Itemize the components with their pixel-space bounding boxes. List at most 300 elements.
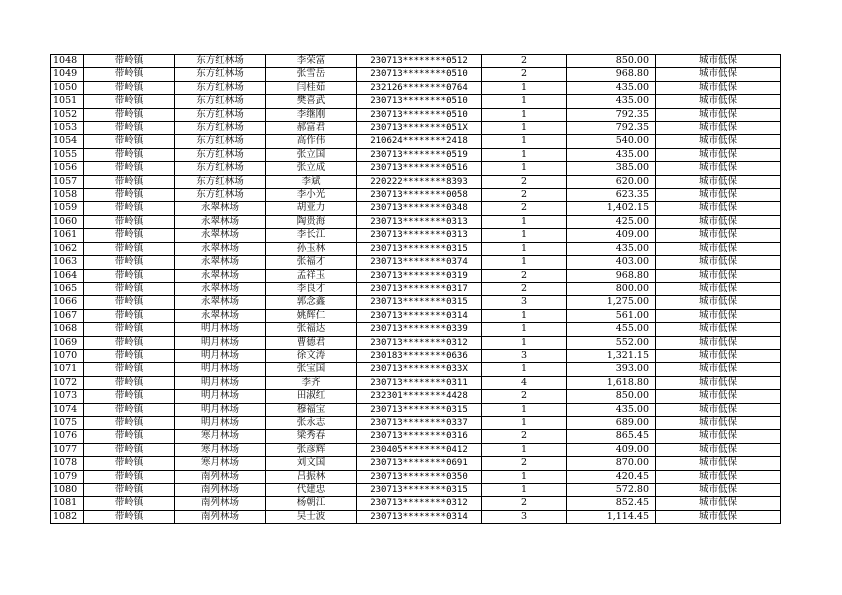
- amount-cell: 1,618.80: [567, 376, 656, 389]
- table-row: [51, 269, 781, 282]
- name-cell: 郝富君: [266, 122, 357, 135]
- table-row: [51, 416, 781, 429]
- town-cell: 带岭镇: [84, 81, 175, 94]
- amount-cell: 850.00: [567, 390, 656, 403]
- assistance-type-cell: 城市低保: [656, 390, 781, 403]
- table-row: [51, 175, 781, 188]
- town-cell: 带岭镇: [84, 175, 175, 188]
- name-cell: 田淑红: [266, 390, 357, 403]
- table-row: [51, 403, 781, 416]
- town-cell: 带岭镇: [84, 269, 175, 282]
- town-cell: 带岭镇: [84, 323, 175, 336]
- household-count-cell: 2: [482, 55, 567, 68]
- table-row: [51, 108, 781, 121]
- table-row: [51, 81, 781, 94]
- id-number-cell: 230713********0315: [357, 484, 482, 497]
- amount-cell: 623.35: [567, 189, 656, 202]
- farm-cell: 南列林场: [175, 510, 266, 523]
- name-cell: 徐文涛: [266, 349, 357, 362]
- name-cell: 张宝国: [266, 363, 357, 376]
- table-row: [51, 282, 781, 295]
- household-count-cell: 1: [482, 242, 567, 255]
- amount-cell: 435.00: [567, 242, 656, 255]
- assistance-type-cell: 城市低保: [656, 269, 781, 282]
- name-cell: 高作伟: [266, 135, 357, 148]
- id-number-cell: 230713********0314: [357, 510, 482, 523]
- town-cell: 带岭镇: [84, 189, 175, 202]
- row-number-cell: 1074: [51, 403, 84, 416]
- row-number-cell: 1057: [51, 175, 84, 188]
- farm-cell: 永翠林场: [175, 215, 266, 228]
- assistance-type-cell: 城市低保: [656, 457, 781, 470]
- amount-cell: 435.00: [567, 81, 656, 94]
- table-row: [51, 363, 781, 376]
- name-cell: 李齐: [266, 376, 357, 389]
- row-number-cell: 1069: [51, 336, 84, 349]
- row-number-cell: 1063: [51, 256, 84, 269]
- table-row: [51, 68, 781, 81]
- household-count-cell: 1: [482, 416, 567, 429]
- town-cell: 带岭镇: [84, 229, 175, 242]
- assistance-type-cell: 城市低保: [656, 68, 781, 81]
- amount-cell: 572.80: [567, 484, 656, 497]
- farm-cell: 永翠林场: [175, 242, 266, 255]
- name-cell: 李斌: [266, 175, 357, 188]
- household-count-cell: 1: [482, 336, 567, 349]
- assistance-type-cell: 城市低保: [656, 122, 781, 135]
- amount-cell: 689.00: [567, 416, 656, 429]
- farm-cell: 寒月林场: [175, 443, 266, 456]
- table-row: [51, 497, 781, 510]
- town-cell: 带岭镇: [84, 108, 175, 121]
- town-cell: 带岭镇: [84, 309, 175, 322]
- household-count-cell: 2: [482, 175, 567, 188]
- assistance-type-cell: 城市低保: [656, 403, 781, 416]
- row-number-cell: 1053: [51, 122, 84, 135]
- name-cell: 孟祥玉: [266, 269, 357, 282]
- farm-cell: 东方红林场: [175, 55, 266, 68]
- farm-cell: 东方红林场: [175, 108, 266, 121]
- name-cell: 代建忠: [266, 484, 357, 497]
- id-number-cell: 230713********0512: [357, 55, 482, 68]
- town-cell: 带岭镇: [84, 403, 175, 416]
- id-number-cell: 230713********0311: [357, 376, 482, 389]
- table-row: [51, 309, 781, 322]
- household-count-cell: 2: [482, 497, 567, 510]
- farm-cell: 明月林场: [175, 363, 266, 376]
- town-cell: 带岭镇: [84, 336, 175, 349]
- amount-cell: 800.00: [567, 282, 656, 295]
- household-count-cell: 3: [482, 296, 567, 309]
- table-row: [51, 376, 781, 389]
- name-cell: 李长江: [266, 229, 357, 242]
- farm-cell: 寒月林场: [175, 457, 266, 470]
- assistance-type-cell: 城市低保: [656, 162, 781, 175]
- row-number-cell: 1082: [51, 510, 84, 523]
- assistance-type-cell: 城市低保: [656, 202, 781, 215]
- row-number-cell: 1062: [51, 242, 84, 255]
- id-number-cell: 230713********0374: [357, 256, 482, 269]
- assistance-type-cell: 城市低保: [656, 95, 781, 108]
- name-cell: 张永志: [266, 416, 357, 429]
- row-number-cell: 1075: [51, 416, 84, 429]
- name-cell: 张福才: [266, 256, 357, 269]
- table-body: [51, 55, 781, 524]
- table-row: [51, 323, 781, 336]
- id-number-cell: 220222********8393: [357, 175, 482, 188]
- name-cell: 李继刚: [266, 108, 357, 121]
- id-number-cell: 230713********0315: [357, 296, 482, 309]
- town-cell: 带岭镇: [84, 497, 175, 510]
- town-cell: 带岭镇: [84, 430, 175, 443]
- amount-cell: 540.00: [567, 135, 656, 148]
- table-row: [51, 390, 781, 403]
- row-number-cell: 1077: [51, 443, 84, 456]
- town-cell: 带岭镇: [84, 390, 175, 403]
- assistance-type-cell: 城市低保: [656, 323, 781, 336]
- assistance-type-cell: 城市低保: [656, 55, 781, 68]
- table-row: [51, 122, 781, 135]
- id-number-cell: 230183********0636: [357, 349, 482, 362]
- assistance-type-cell: 城市低保: [656, 215, 781, 228]
- row-number-cell: 1049: [51, 68, 84, 81]
- household-count-cell: 1: [482, 256, 567, 269]
- row-number-cell: 1054: [51, 135, 84, 148]
- town-cell: 带岭镇: [84, 68, 175, 81]
- farm-cell: 永翠林场: [175, 309, 266, 322]
- assistance-type-cell: 城市低保: [656, 430, 781, 443]
- row-number-cell: 1052: [51, 108, 84, 121]
- assistance-type-cell: 城市低保: [656, 376, 781, 389]
- amount-cell: 561.00: [567, 309, 656, 322]
- town-cell: 带岭镇: [84, 55, 175, 68]
- amount-cell: 870.00: [567, 457, 656, 470]
- id-number-cell: 232301********4428: [357, 390, 482, 403]
- farm-cell: 东方红林场: [175, 68, 266, 81]
- amount-cell: 425.00: [567, 215, 656, 228]
- farm-cell: 明月林场: [175, 416, 266, 429]
- household-count-cell: 1: [482, 108, 567, 121]
- name-cell: 胡亚力: [266, 202, 357, 215]
- data-table: [50, 54, 781, 524]
- town-cell: 带岭镇: [84, 510, 175, 523]
- farm-cell: 明月林场: [175, 403, 266, 416]
- household-count-cell: 1: [482, 122, 567, 135]
- table-row: [51, 443, 781, 456]
- id-number-cell: 230713********0314: [357, 309, 482, 322]
- amount-cell: 409.00: [567, 229, 656, 242]
- table-row: [51, 470, 781, 483]
- name-cell: 郭念鑫: [266, 296, 357, 309]
- table-row: [51, 229, 781, 242]
- farm-cell: 永翠林场: [175, 296, 266, 309]
- assistance-type-cell: 城市低保: [656, 135, 781, 148]
- row-number-cell: 1073: [51, 390, 84, 403]
- id-number-cell: 230713********0319: [357, 269, 482, 282]
- farm-cell: 永翠林场: [175, 282, 266, 295]
- town-cell: 带岭镇: [84, 376, 175, 389]
- amount-cell: 435.00: [567, 95, 656, 108]
- town-cell: 带岭镇: [84, 215, 175, 228]
- id-number-cell: 230713********0691: [357, 457, 482, 470]
- amount-cell: 1,275.00: [567, 296, 656, 309]
- town-cell: 带岭镇: [84, 242, 175, 255]
- household-count-cell: 3: [482, 349, 567, 362]
- farm-cell: 东方红林场: [175, 148, 266, 161]
- row-number-cell: 1048: [51, 55, 84, 68]
- table-row: [51, 215, 781, 228]
- row-number-cell: 1061: [51, 229, 84, 242]
- row-number-cell: 1056: [51, 162, 84, 175]
- assistance-type-cell: 城市低保: [656, 443, 781, 456]
- town-cell: 带岭镇: [84, 282, 175, 295]
- household-count-cell: 1: [482, 162, 567, 175]
- assistance-type-cell: 城市低保: [656, 497, 781, 510]
- farm-cell: 南列林场: [175, 497, 266, 510]
- row-number-cell: 1071: [51, 363, 84, 376]
- table-row: [51, 162, 781, 175]
- town-cell: 带岭镇: [84, 416, 175, 429]
- name-cell: 张彦辉: [266, 443, 357, 456]
- farm-cell: 南列林场: [175, 484, 266, 497]
- table-row: [51, 189, 781, 202]
- id-number-cell: 230713********0516: [357, 162, 482, 175]
- row-number-cell: 1070: [51, 349, 84, 362]
- assistance-type-cell: 城市低保: [656, 229, 781, 242]
- farm-cell: 东方红林场: [175, 95, 266, 108]
- amount-cell: 1,402.15: [567, 202, 656, 215]
- household-count-cell: 1: [482, 323, 567, 336]
- row-number-cell: 1066: [51, 296, 84, 309]
- amount-cell: 385.00: [567, 162, 656, 175]
- assistance-type-cell: 城市低保: [656, 282, 781, 295]
- id-number-cell: 230713********0312: [357, 497, 482, 510]
- farm-cell: 明月林场: [175, 376, 266, 389]
- id-number-cell: 230713********0058: [357, 189, 482, 202]
- household-count-cell: 2: [482, 282, 567, 295]
- town-cell: 带岭镇: [84, 349, 175, 362]
- amount-cell: 435.00: [567, 148, 656, 161]
- name-cell: 李小光: [266, 189, 357, 202]
- name-cell: 陶贵海: [266, 215, 357, 228]
- row-number-cell: 1067: [51, 309, 84, 322]
- id-number-cell: 230713********0315: [357, 403, 482, 416]
- farm-cell: 明月林场: [175, 390, 266, 403]
- amount-cell: 968.80: [567, 68, 656, 81]
- household-count-cell: 1: [482, 229, 567, 242]
- farm-cell: 东方红林场: [175, 175, 266, 188]
- household-count-cell: 1: [482, 403, 567, 416]
- town-cell: 带岭镇: [84, 363, 175, 376]
- name-cell: 穆福宝: [266, 403, 357, 416]
- amount-cell: 552.00: [567, 336, 656, 349]
- amount-cell: 850.00: [567, 55, 656, 68]
- town-cell: 带岭镇: [84, 162, 175, 175]
- household-count-cell: 1: [482, 215, 567, 228]
- town-cell: 带岭镇: [84, 256, 175, 269]
- row-number-cell: 1059: [51, 202, 84, 215]
- name-cell: 吴士波: [266, 510, 357, 523]
- id-number-cell: 230713********0337: [357, 416, 482, 429]
- assistance-type-cell: 城市低保: [656, 510, 781, 523]
- id-number-cell: 230713********0312: [357, 336, 482, 349]
- table-row: [51, 95, 781, 108]
- spreadsheet-page: [50, 54, 781, 524]
- table-row: [51, 202, 781, 215]
- id-number-cell: 230713********0316: [357, 430, 482, 443]
- amount-cell: 420.45: [567, 470, 656, 483]
- row-number-cell: 1079: [51, 470, 84, 483]
- household-count-cell: 4: [482, 376, 567, 389]
- household-count-cell: 1: [482, 309, 567, 322]
- assistance-type-cell: 城市低保: [656, 363, 781, 376]
- name-cell: 李良才: [266, 282, 357, 295]
- household-count-cell: 2: [482, 189, 567, 202]
- table-row: [51, 55, 781, 68]
- table-row: [51, 296, 781, 309]
- amount-cell: 620.00: [567, 175, 656, 188]
- id-number-cell: 230713********033X: [357, 363, 482, 376]
- row-number-cell: 1065: [51, 282, 84, 295]
- name-cell: 姚辉仁: [266, 309, 357, 322]
- farm-cell: 东方红林场: [175, 135, 266, 148]
- amount-cell: 455.00: [567, 323, 656, 336]
- table-row: [51, 457, 781, 470]
- row-number-cell: 1078: [51, 457, 84, 470]
- table-row: [51, 242, 781, 255]
- household-count-cell: 1: [482, 363, 567, 376]
- amount-cell: 1,321.15: [567, 349, 656, 362]
- farm-cell: 东方红林场: [175, 122, 266, 135]
- household-count-cell: 1: [482, 148, 567, 161]
- assistance-type-cell: 城市低保: [656, 309, 781, 322]
- assistance-type-cell: 城市低保: [656, 416, 781, 429]
- town-cell: 带岭镇: [84, 457, 175, 470]
- name-cell: 李荣富: [266, 55, 357, 68]
- town-cell: 带岭镇: [84, 470, 175, 483]
- household-count-cell: 2: [482, 457, 567, 470]
- name-cell: 张福达: [266, 323, 357, 336]
- farm-cell: 明月林场: [175, 336, 266, 349]
- name-cell: 张立国: [266, 148, 357, 161]
- table-row: [51, 148, 781, 161]
- household-count-cell: 2: [482, 390, 567, 403]
- amount-cell: 852.45: [567, 497, 656, 510]
- name-cell: 闫桂茹: [266, 81, 357, 94]
- table-row: [51, 256, 781, 269]
- row-number-cell: 1055: [51, 148, 84, 161]
- id-number-cell: 230713********0317: [357, 282, 482, 295]
- amount-cell: 968.80: [567, 269, 656, 282]
- row-number-cell: 1058: [51, 189, 84, 202]
- name-cell: 樊喜武: [266, 95, 357, 108]
- household-count-cell: 2: [482, 269, 567, 282]
- assistance-type-cell: 城市低保: [656, 175, 781, 188]
- id-number-cell: 232126********0764: [357, 81, 482, 94]
- farm-cell: 永翠林场: [175, 202, 266, 215]
- town-cell: 带岭镇: [84, 122, 175, 135]
- row-number-cell: 1072: [51, 376, 84, 389]
- row-number-cell: 1076: [51, 430, 84, 443]
- household-count-cell: 1: [482, 81, 567, 94]
- town-cell: 带岭镇: [84, 95, 175, 108]
- farm-cell: 永翠林场: [175, 256, 266, 269]
- id-number-cell: 210624********2418: [357, 135, 482, 148]
- farm-cell: 明月林场: [175, 349, 266, 362]
- table-row: [51, 484, 781, 497]
- town-cell: 带岭镇: [84, 296, 175, 309]
- amount-cell: 792.35: [567, 108, 656, 121]
- name-cell: 杨朝江: [266, 497, 357, 510]
- row-number-cell: 1068: [51, 323, 84, 336]
- row-number-cell: 1081: [51, 497, 84, 510]
- table-row: [51, 135, 781, 148]
- amount-cell: 865.45: [567, 430, 656, 443]
- farm-cell: 东方红林场: [175, 189, 266, 202]
- id-number-cell: 230713********0519: [357, 148, 482, 161]
- household-count-cell: 1: [482, 443, 567, 456]
- farm-cell: 寒月林场: [175, 430, 266, 443]
- town-cell: 带岭镇: [84, 148, 175, 161]
- assistance-type-cell: 城市低保: [656, 242, 781, 255]
- table-row: [51, 336, 781, 349]
- assistance-type-cell: 城市低保: [656, 148, 781, 161]
- farm-cell: 永翠林场: [175, 229, 266, 242]
- id-number-cell: 230713********0339: [357, 323, 482, 336]
- farm-cell: 东方红林场: [175, 162, 266, 175]
- household-count-cell: 1: [482, 470, 567, 483]
- household-count-cell: 1: [482, 95, 567, 108]
- farm-cell: 南列林场: [175, 470, 266, 483]
- household-count-cell: 2: [482, 430, 567, 443]
- amount-cell: 409.00: [567, 443, 656, 456]
- amount-cell: 435.00: [567, 403, 656, 416]
- row-number-cell: 1051: [51, 95, 84, 108]
- assistance-type-cell: 城市低保: [656, 470, 781, 483]
- name-cell: 孙玉林: [266, 242, 357, 255]
- assistance-type-cell: 城市低保: [656, 81, 781, 94]
- amount-cell: 403.00: [567, 256, 656, 269]
- town-cell: 带岭镇: [84, 202, 175, 215]
- amount-cell: 393.00: [567, 363, 656, 376]
- household-count-cell: 3: [482, 510, 567, 523]
- farm-cell: 东方红林场: [175, 81, 266, 94]
- id-number-cell: 230713********0510: [357, 108, 482, 121]
- town-cell: 带岭镇: [84, 135, 175, 148]
- id-number-cell: 230713********0350: [357, 470, 482, 483]
- assistance-type-cell: 城市低保: [656, 296, 781, 309]
- id-number-cell: 230713********0510: [357, 68, 482, 81]
- id-number-cell: 230713********0348: [357, 202, 482, 215]
- row-number-cell: 1050: [51, 81, 84, 94]
- table-row: [51, 510, 781, 523]
- row-number-cell: 1060: [51, 215, 84, 228]
- id-number-cell: 230713********0510: [357, 95, 482, 108]
- assistance-type-cell: 城市低保: [656, 108, 781, 121]
- table-row: [51, 430, 781, 443]
- name-cell: 梁秀春: [266, 430, 357, 443]
- table-row: [51, 349, 781, 362]
- household-count-cell: 1: [482, 135, 567, 148]
- id-number-cell: 230713********051X: [357, 122, 482, 135]
- household-count-cell: 1: [482, 484, 567, 497]
- town-cell: 带岭镇: [84, 484, 175, 497]
- amount-cell: 792.35: [567, 122, 656, 135]
- amount-cell: 1,114.45: [567, 510, 656, 523]
- name-cell: 张雪岳: [266, 68, 357, 81]
- assistance-type-cell: 城市低保: [656, 189, 781, 202]
- assistance-type-cell: 城市低保: [656, 256, 781, 269]
